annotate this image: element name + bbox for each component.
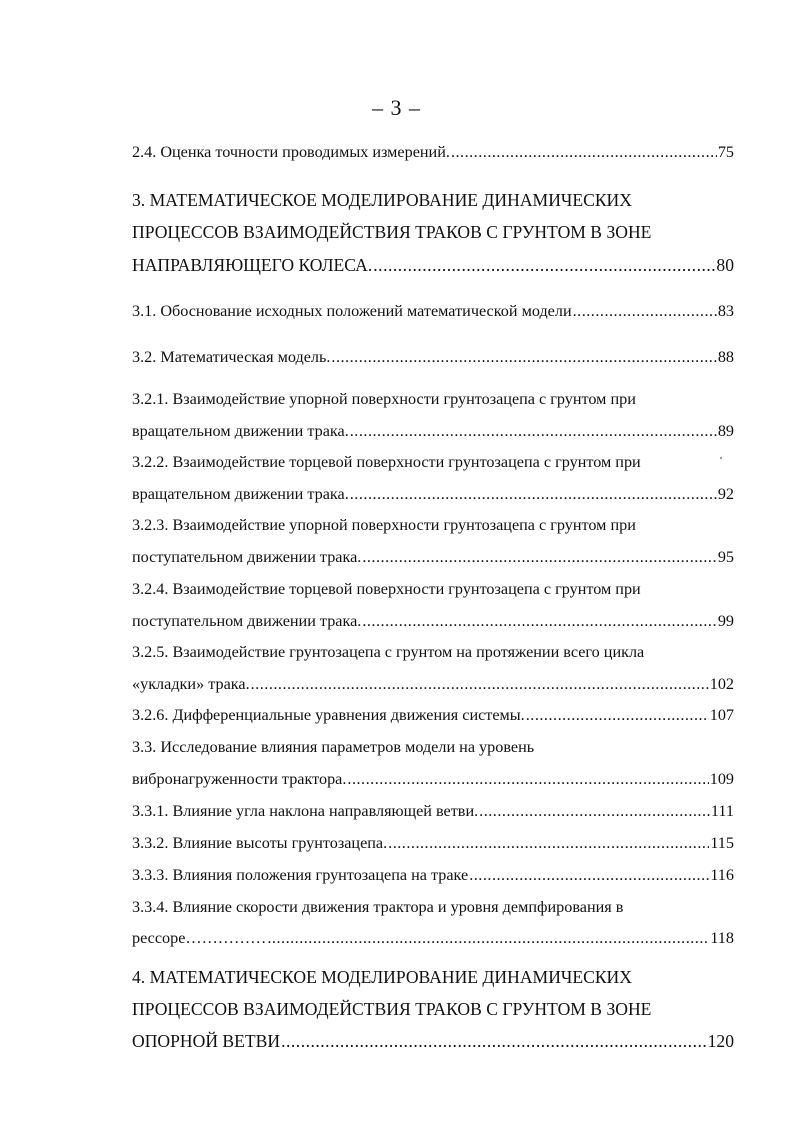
toc-entry-3-2-5-line2 [132, 675, 734, 694]
leader-dots [350, 485, 717, 504]
toc-entry-3-2 [132, 348, 734, 367]
toc-entry-3-3-1 [132, 802, 734, 821]
toc-page-ref: 95 [717, 548, 734, 566]
toc-section-3-line2: ПРОЦЕССОВ ВЗАИМОДЕЙСТВИЯ ТРАКОВ С ГРУНТОМ В ЗОНЕ [132, 222, 652, 242]
toc-section-3-line3 [132, 255, 734, 276]
toc-page-ref: 80 [716, 255, 734, 275]
leader-dots [251, 675, 709, 694]
toc-entry-3-3-4-line1: 3.3.4. Влияние скорости движения трактора и уровня демпфирования в [132, 898, 624, 916]
leader-dots [347, 770, 708, 789]
toc-entry-title: НАПРАВЛЯЮЩЕГО КОЛЕСА. [132, 255, 373, 275]
toc-section-4-line3 [132, 1031, 734, 1052]
leader-dots [573, 302, 717, 321]
toc-entry-3-3-line1: 3.3. Исследование влияния параметров модели на уровень [132, 738, 535, 756]
leader-dots [362, 612, 716, 631]
leader-dots [350, 422, 717, 441]
leader-dots [479, 802, 710, 821]
toc-entry-3-3-4-line2 [132, 929, 734, 948]
toc-entry-3-1 [132, 302, 734, 321]
toc-page-ref: 75 [717, 143, 734, 161]
toc-entry-2-4 [132, 143, 734, 162]
toc-entry-title: рессоре…………… [132, 929, 267, 947]
toc-entry-3-2-3-line2 [132, 548, 734, 567]
toc-entry-3-2-2-line1: 3.2.2. Взаимодействие торцевой поверхности грунтозацепа с грунтом при [132, 453, 641, 471]
toc-section-4-line2: ПРОЦЕССОВ ВЗАИМОДЕЙСТВИЯ ТРАКОВ С ГРУНТОМ В ЗОНЕ [132, 999, 652, 1019]
toc-page-ref: 116 [710, 866, 734, 884]
toc-entry-3-3-2 [132, 834, 734, 853]
toc-page-ref: 107 [709, 706, 734, 724]
toc-entry-title: вращательном движении трака. [132, 485, 349, 503]
toc-entry-3-2-4-line2 [132, 612, 734, 631]
toc-entry-title: 3.1. Обоснование исходных положений математической модели [132, 302, 572, 320]
toc-entry-title: 2.4. Оценка точности проводимых измерений. [132, 143, 450, 161]
toc-entry-3-3-line2 [132, 770, 734, 789]
leader-dots [526, 706, 709, 725]
toc-entry-title: вибронагруженности трактора. [132, 770, 347, 788]
toc-page-ref: 89 [717, 422, 734, 440]
toc-entry-title: 3.3.3. Влияния положения грунтозацепа на траке [132, 866, 469, 884]
toc-entry-title: 3.2.6. Дифференциальные уравнения движения системы. [132, 706, 525, 724]
leader-dots [451, 143, 717, 162]
toc-page-ref: 109 [709, 770, 734, 788]
toc-entry-3-3-3 [132, 866, 734, 885]
leader-dots [362, 548, 716, 567]
toc-page-ref: 120 [707, 1031, 734, 1051]
toc-page-ref: 92 [717, 485, 734, 503]
toc-entry-title: 3.3.2. Влияние высоты грунтозацепа. [132, 834, 388, 852]
toc-entry-title: поступательном движении трака. [132, 548, 362, 566]
toc-page-ref: 111 [710, 802, 734, 820]
scan-speck [720, 457, 722, 459]
leader-dots [388, 834, 709, 853]
toc-entry-title: 3.3.1. Влияние угла наклона направляющей ветви. [132, 802, 479, 820]
toc-section-3-line1: 3. МАТЕМАТИЧЕСКОЕ МОДЕЛИРОВАНИЕ ДИНАМИЧЕСКИХ [132, 190, 632, 210]
toc-entry-3-2-4-line1: 3.2.4. Взаимодействие торцевой поверхности грунтозацепа с грунтом при [132, 580, 641, 598]
leader-dots [331, 348, 716, 367]
toc-page-ref: 83 [717, 302, 734, 320]
toc-page-ref: 99 [717, 612, 734, 630]
page-number: – 3 – [372, 95, 421, 120]
toc-entry-3-2-1-line2 [132, 422, 734, 441]
toc-entry-3-2-3-line1: 3.2.3. Взаимодействие упорной поверхности грунтозацепа с грунтом при [132, 516, 636, 534]
leader-dots [267, 929, 709, 948]
toc-entry-title: поступательном движении трака. [132, 612, 362, 630]
toc-entry-3-2-2-line2 [132, 485, 734, 504]
leader-dots [281, 1031, 707, 1052]
toc-page-ref: 102 [709, 675, 734, 693]
toc-entry-title: ОПОРНОЙ ВЕТВИ [132, 1031, 281, 1051]
toc-section-4-line1: 4. МАТЕМАТИЧЕСКОЕ МОДЕЛИРОВАНИЕ ДИНАМИЧЕСКИХ [132, 967, 632, 987]
toc-page-ref: 88 [717, 348, 734, 366]
toc-entry-3-2-1-line1: 3.2.1. Взаимодействие упорной поверхности грунтозацепа с грунтом при [132, 390, 636, 408]
toc-entry-title: вращательном движении трака. [132, 422, 349, 440]
toc-entry-title: 3.2. Математическая модель. [132, 348, 331, 366]
leader-dots [469, 866, 709, 885]
toc-entry-3-2-5-line1: 3.2.5. Взаимодействие грунтозацепа с грунтом на протяжении всего цикла [132, 643, 645, 661]
toc-entry-title: «укладки» трака. [132, 675, 250, 693]
toc-entry-3-2-6 [132, 706, 734, 725]
toc-page-ref: 115 [710, 834, 734, 852]
toc-page-ref: 118 [710, 929, 734, 947]
leader-dots [373, 255, 715, 276]
